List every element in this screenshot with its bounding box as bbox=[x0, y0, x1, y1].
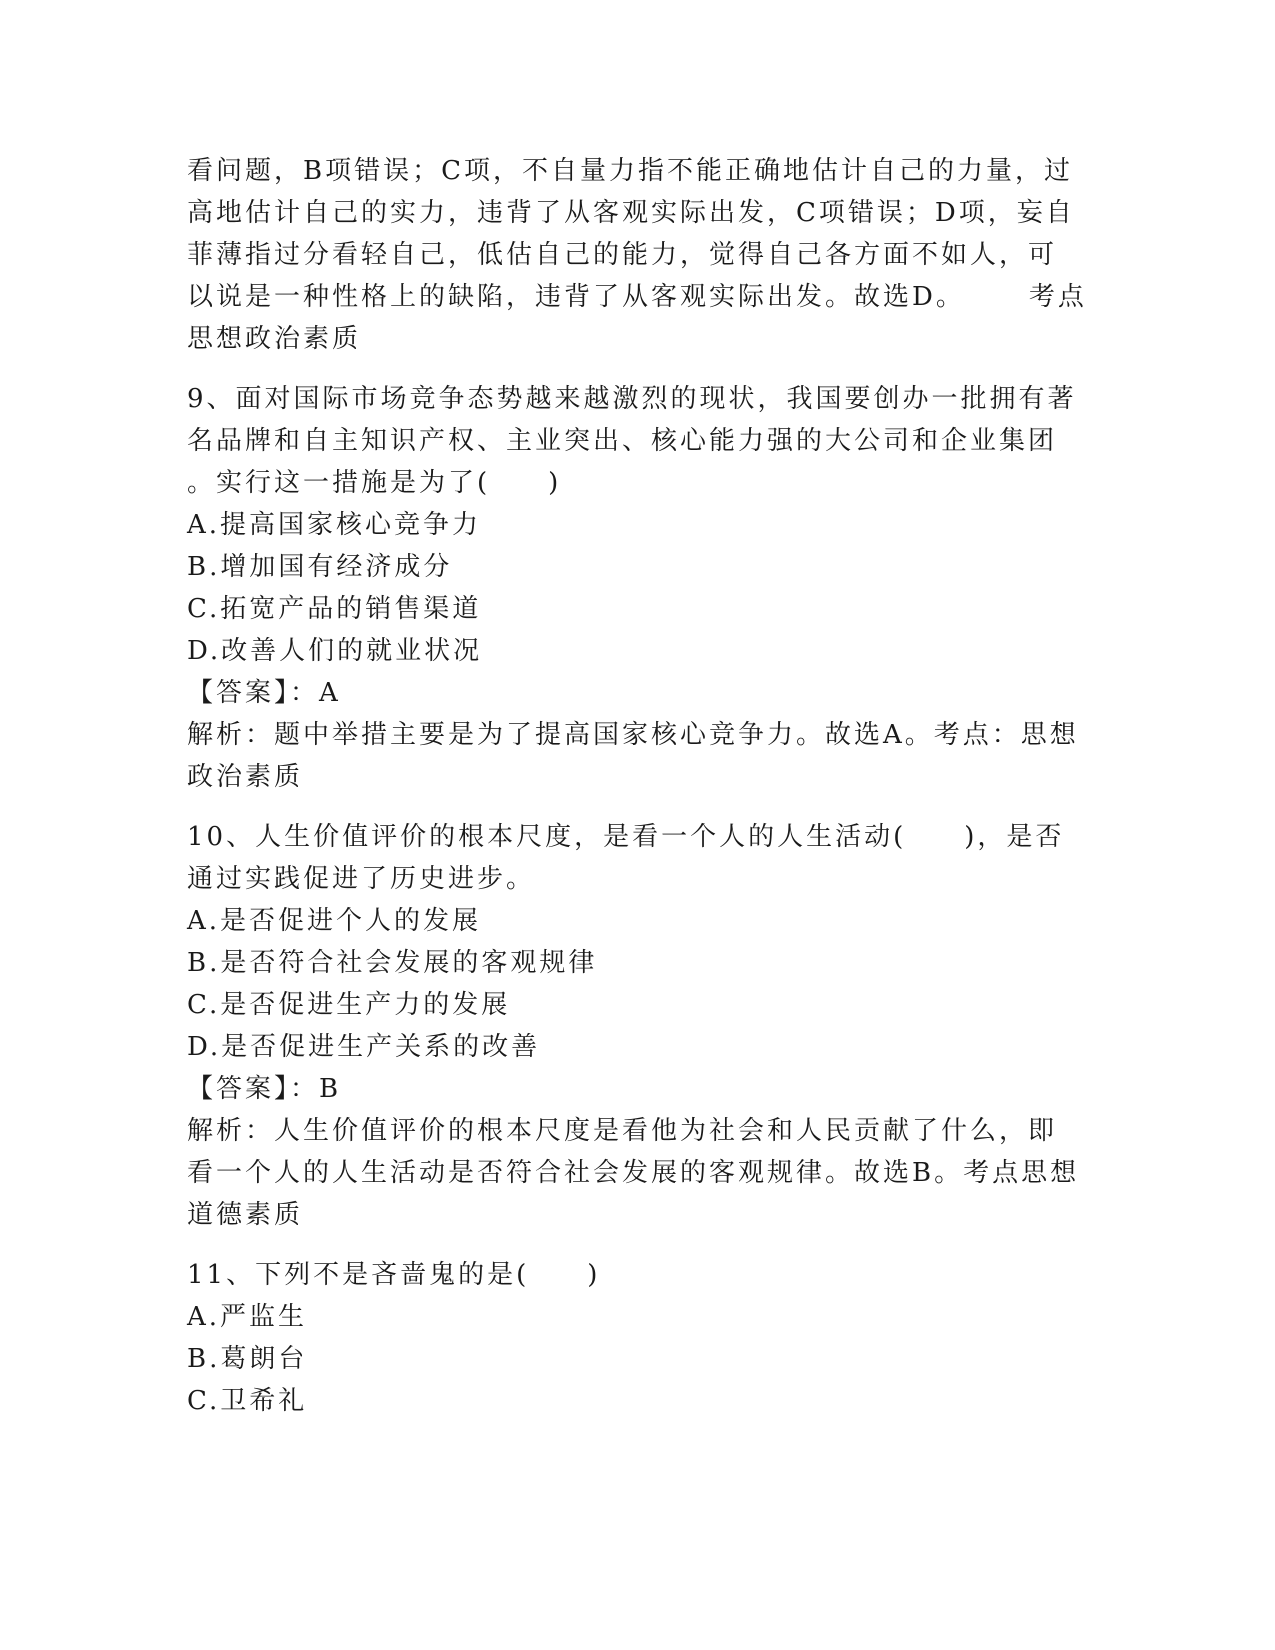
question-stem: 10、人生价值评价的根本尺度，是看一个人的人生活动( )，是否 bbox=[187, 822, 1065, 852]
question-10 bbox=[187, 816, 1087, 1236]
option-a: A.提高国家核心竞争力 bbox=[187, 510, 482, 540]
analysis: 解析：题中举措主要是为了提高国家核心竞争力。故选A。考点：思想 bbox=[187, 720, 1079, 750]
analysis: 看一个人的人生活动是否符合社会发展的客观规律。故选B。考点思想 bbox=[187, 1158, 1080, 1188]
option-b: B.增加国有经济成分 bbox=[187, 552, 453, 582]
question-stem: 9、面对国际市场竞争态势越来越激烈的现状，我国要创办一批拥有著 bbox=[187, 384, 1077, 414]
text-line: 看问题，B项错误；C项，不自量力指不能正确地估计自己的力量，过 bbox=[187, 156, 1074, 186]
analysis: 解析：人生价值评价的根本尺度是看他为社会和人民贡献了什么，即 bbox=[187, 1116, 1058, 1146]
analysis: 政治素质 bbox=[187, 762, 304, 792]
text-line: 思想政治素质 bbox=[187, 324, 362, 354]
question-stem: 名品牌和自主知识产权、主业突出、核心能力强的大公司和企业集团 bbox=[187, 426, 1058, 456]
topic-label: 考点 bbox=[1028, 282, 1087, 312]
analysis: 道德素质 bbox=[187, 1200, 304, 1230]
answer: 【答案】：A bbox=[187, 678, 341, 708]
text-line bbox=[187, 276, 1087, 318]
option-a: A.严监生 bbox=[187, 1302, 308, 1332]
question-stem: 11、下列不是吝啬鬼的是( ) bbox=[187, 1260, 601, 1290]
answer: 【答案】：B bbox=[187, 1074, 342, 1104]
question-11 bbox=[187, 1254, 1087, 1422]
text-line: 菲薄指过分看轻自己，低估自己的能力，觉得自己各方面不如人，可 bbox=[187, 240, 1058, 270]
text-line: 高地估计自己的实力，违背了从客观实际出发，C项错误；D项，妄自 bbox=[187, 198, 1075, 228]
option-b: B.葛朗台 bbox=[187, 1344, 308, 1374]
option-d: D.是否促进生产关系的改善 bbox=[187, 1032, 541, 1062]
text-segment: 以说是一种性格上的缺陷，违背了从客观实际出发。故选D。 bbox=[187, 282, 965, 312]
option-c: C.是否促进生产力的发展 bbox=[187, 990, 511, 1020]
question-stem: 。实行这一措施是为了( ) bbox=[187, 468, 562, 498]
page-content bbox=[187, 150, 1087, 1422]
option-b: B.是否符合社会发展的客观规律 bbox=[187, 948, 598, 978]
option-c: C.拓宽产品的销售渠道 bbox=[187, 594, 482, 624]
option-a: A.是否促进个人的发展 bbox=[187, 906, 482, 936]
option-c: C.卫希礼 bbox=[187, 1386, 308, 1416]
option-d: D.改善人们的就业状况 bbox=[187, 636, 483, 666]
question-stem: 通过实践促进了历史进步。 bbox=[187, 864, 536, 894]
question-9 bbox=[187, 378, 1087, 798]
explanation-continued bbox=[187, 150, 1087, 360]
